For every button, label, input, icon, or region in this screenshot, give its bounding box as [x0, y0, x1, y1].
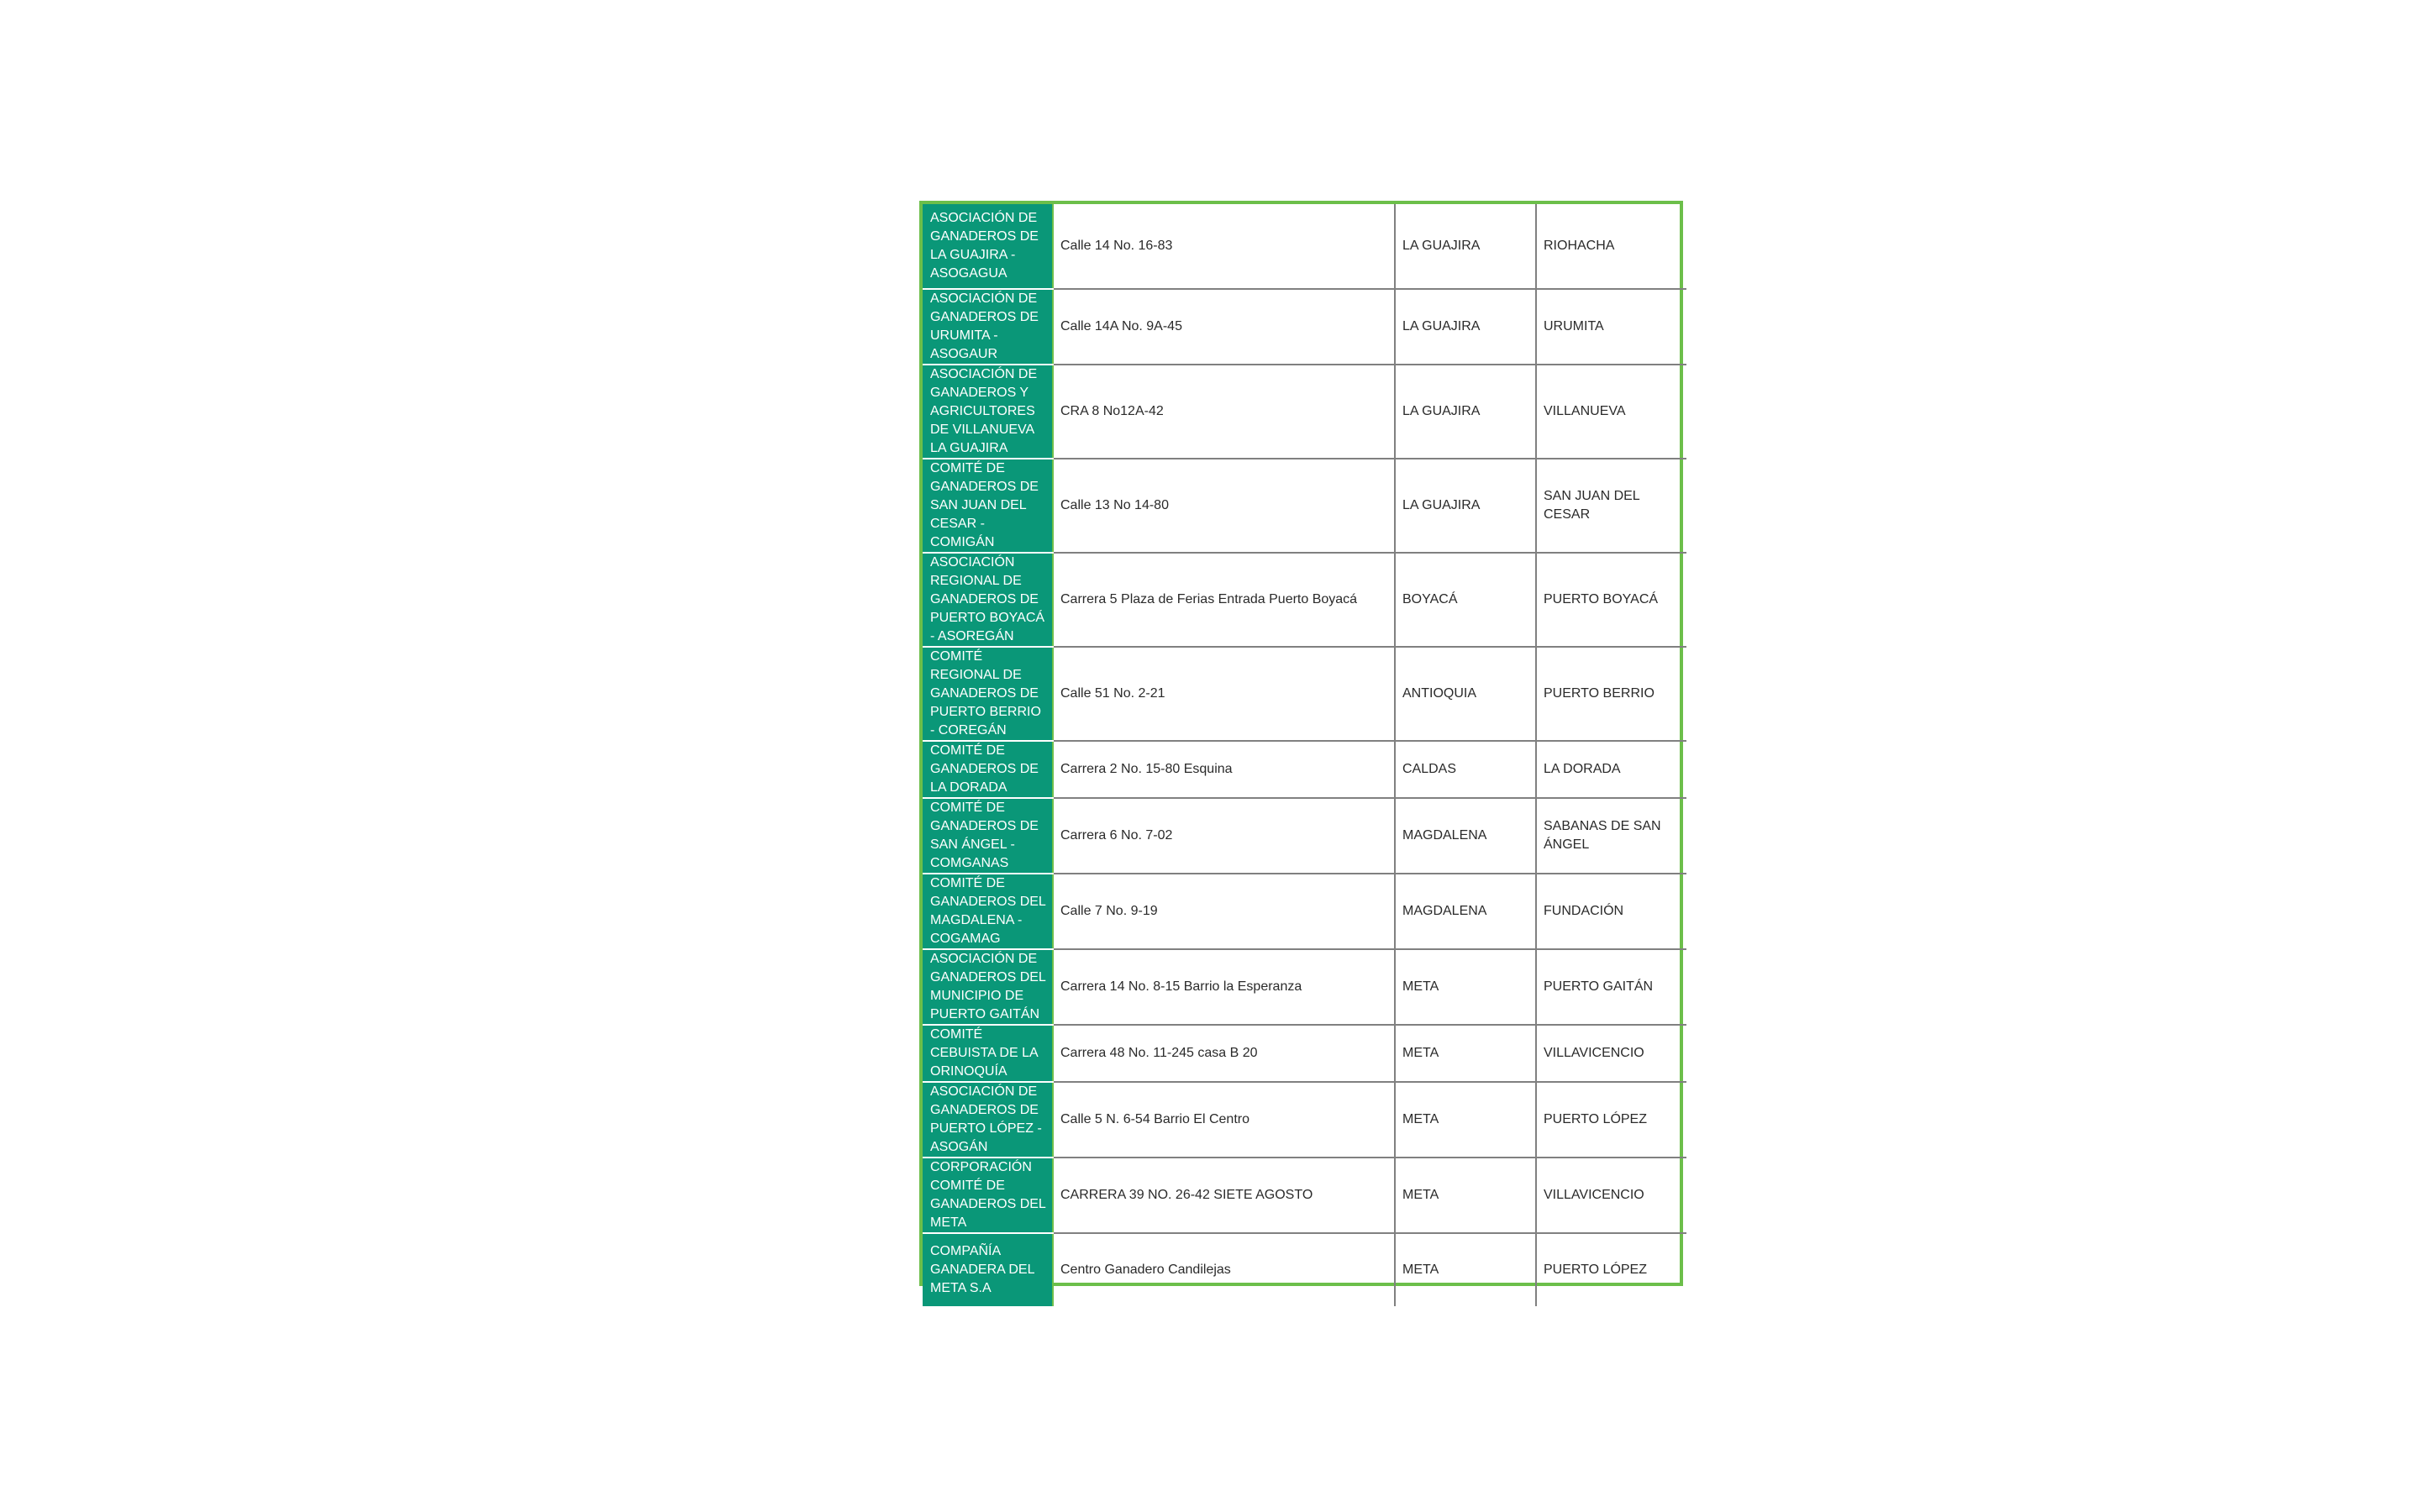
municipality-cell: FUNDACIÓN [1536, 874, 1686, 949]
address-cell: Calle 14A No. 9A-45 [1053, 289, 1395, 365]
table-row [923, 874, 1686, 949]
department-cell: LA GUAJIRA [1395, 459, 1536, 553]
municipality-cell: VILLAVICENCIO [1536, 1158, 1686, 1233]
table-row [923, 459, 1686, 553]
address-cell: Centro Ganadero Candilejas [1053, 1233, 1395, 1306]
municipality-cell: PUERTO LÓPEZ [1536, 1233, 1686, 1306]
table-row [923, 365, 1686, 459]
association-name-cell: ASOCIACIÓN DE GANADEROS DE PUERTO LÓPEZ - ASOGÁN [923, 1082, 1053, 1158]
department-cell: MAGDALENA [1395, 798, 1536, 874]
department-cell: MAGDALENA [1395, 874, 1536, 949]
address-cell: Carrera 14 No. 8-15 Barrio la Esperanza [1053, 949, 1395, 1025]
department-cell: LA GUAJIRA [1395, 204, 1536, 289]
municipality-cell: PUERTO GAITÁN [1536, 949, 1686, 1025]
address-cell: Calle 5 N. 6-54 Barrio El Centro [1053, 1082, 1395, 1158]
association-name-cell: COMITÉ DE GANADEROS DEL MAGDALENA - COGAMAG [923, 874, 1053, 949]
address-cell: CARRERA 39 NO. 26-42 SIETE AGOSTO [1053, 1158, 1395, 1233]
table-row [923, 1158, 1686, 1233]
address-cell: CRA 8 No12A-42 [1053, 365, 1395, 459]
department-cell: META [1395, 1025, 1536, 1082]
address-cell: Calle 13 No 14-80 [1053, 459, 1395, 553]
table-row [923, 1025, 1686, 1082]
table-row [923, 741, 1686, 798]
address-cell: Calle 14 No. 16-83 [1053, 204, 1395, 289]
association-name-cell: ASOCIACIÓN DE GANADEROS DEL MUNICIPIO DE PUERTO GAITÁN [923, 949, 1053, 1025]
department-cell: LA GUAJIRA [1395, 365, 1536, 459]
association-name-cell: ASOCIACIÓN DE GANADEROS Y AGRICULTORES DE VILLANUEVA LA GUAJIRA [923, 365, 1053, 459]
associations-table [923, 204, 1686, 1306]
table-row [923, 647, 1686, 741]
table-row [923, 1082, 1686, 1158]
address-cell: Carrera 48 No. 11-245 casa B 20 [1053, 1025, 1395, 1082]
department-cell: META [1395, 1233, 1536, 1306]
table-row [923, 289, 1686, 365]
association-name-cell: COMITÉ CEBUISTA DE LA ORINOQUÍA [923, 1025, 1053, 1082]
association-name-cell: COMITÉ DE GANADEROS DE SAN JUAN DEL CESAR - COMIGÁN [923, 459, 1053, 553]
department-cell: ANTIOQUIA [1395, 647, 1536, 741]
address-cell: Carrera 2 No. 15-80 Esquina [1053, 741, 1395, 798]
address-cell: Carrera 5 Plaza de Ferias Entrada Puerto Boyacá [1053, 553, 1395, 647]
association-name-cell: ASOCIACIÓN DE GANADEROS DE URUMITA - ASOGAUR [923, 289, 1053, 365]
table-row [923, 204, 1686, 289]
table-row [923, 1233, 1686, 1306]
department-cell: META [1395, 949, 1536, 1025]
association-name-cell: COMITÉ REGIONAL DE GANADEROS DE PUERTO BERRIO - COREGÁN [923, 647, 1053, 741]
association-name-cell: COMPAÑÍA GANADERA DEL META S.A [923, 1233, 1053, 1306]
department-cell: META [1395, 1158, 1536, 1233]
department-cell: BOYACÁ [1395, 553, 1536, 647]
association-name-cell: COMITÉ DE GANADEROS DE LA DORADA [923, 741, 1053, 798]
address-cell: Carrera 6 No. 7-02 [1053, 798, 1395, 874]
municipality-cell: VILLAVICENCIO [1536, 1025, 1686, 1082]
table-row [923, 553, 1686, 647]
municipality-cell: VILLANUEVA [1536, 365, 1686, 459]
municipality-cell: URUMITA [1536, 289, 1686, 365]
municipality-cell: LA DORADA [1536, 741, 1686, 798]
table-row [923, 949, 1686, 1025]
municipality-cell: PUERTO BOYACÁ [1536, 553, 1686, 647]
department-cell: LA GUAJIRA [1395, 289, 1536, 365]
associations-table-frame [919, 201, 1683, 1295]
association-name-cell: COMITÉ DE GANADEROS DE SAN ÁNGEL - COMGANAS [923, 798, 1053, 874]
association-name-cell: ASOCIACIÓN REGIONAL DE GANADEROS DE PUERTO BOYACÁ - ASOREGÁN [923, 553, 1053, 647]
municipality-cell: RIOHACHA [1536, 204, 1686, 289]
address-cell: Calle 51 No. 2-21 [1053, 647, 1395, 741]
association-name-cell: CORPORACIÓN COMITÉ DE GANADEROS DEL META [923, 1158, 1053, 1233]
municipality-cell: PUERTO LÓPEZ [1536, 1082, 1686, 1158]
table-row [923, 798, 1686, 874]
municipality-cell: PUERTO BERRIO [1536, 647, 1686, 741]
address-cell: Calle 7 No. 9-19 [1053, 874, 1395, 949]
municipality-cell: SAN JUAN DEL CESAR [1536, 459, 1686, 553]
department-cell: CALDAS [1395, 741, 1536, 798]
department-cell: META [1395, 1082, 1536, 1158]
association-name-cell: ASOCIACIÓN DE GANADEROS DE LA GUAJIRA - ASOGAGUA [923, 204, 1053, 289]
municipality-cell: SABANAS DE SAN ÁNGEL [1536, 798, 1686, 874]
